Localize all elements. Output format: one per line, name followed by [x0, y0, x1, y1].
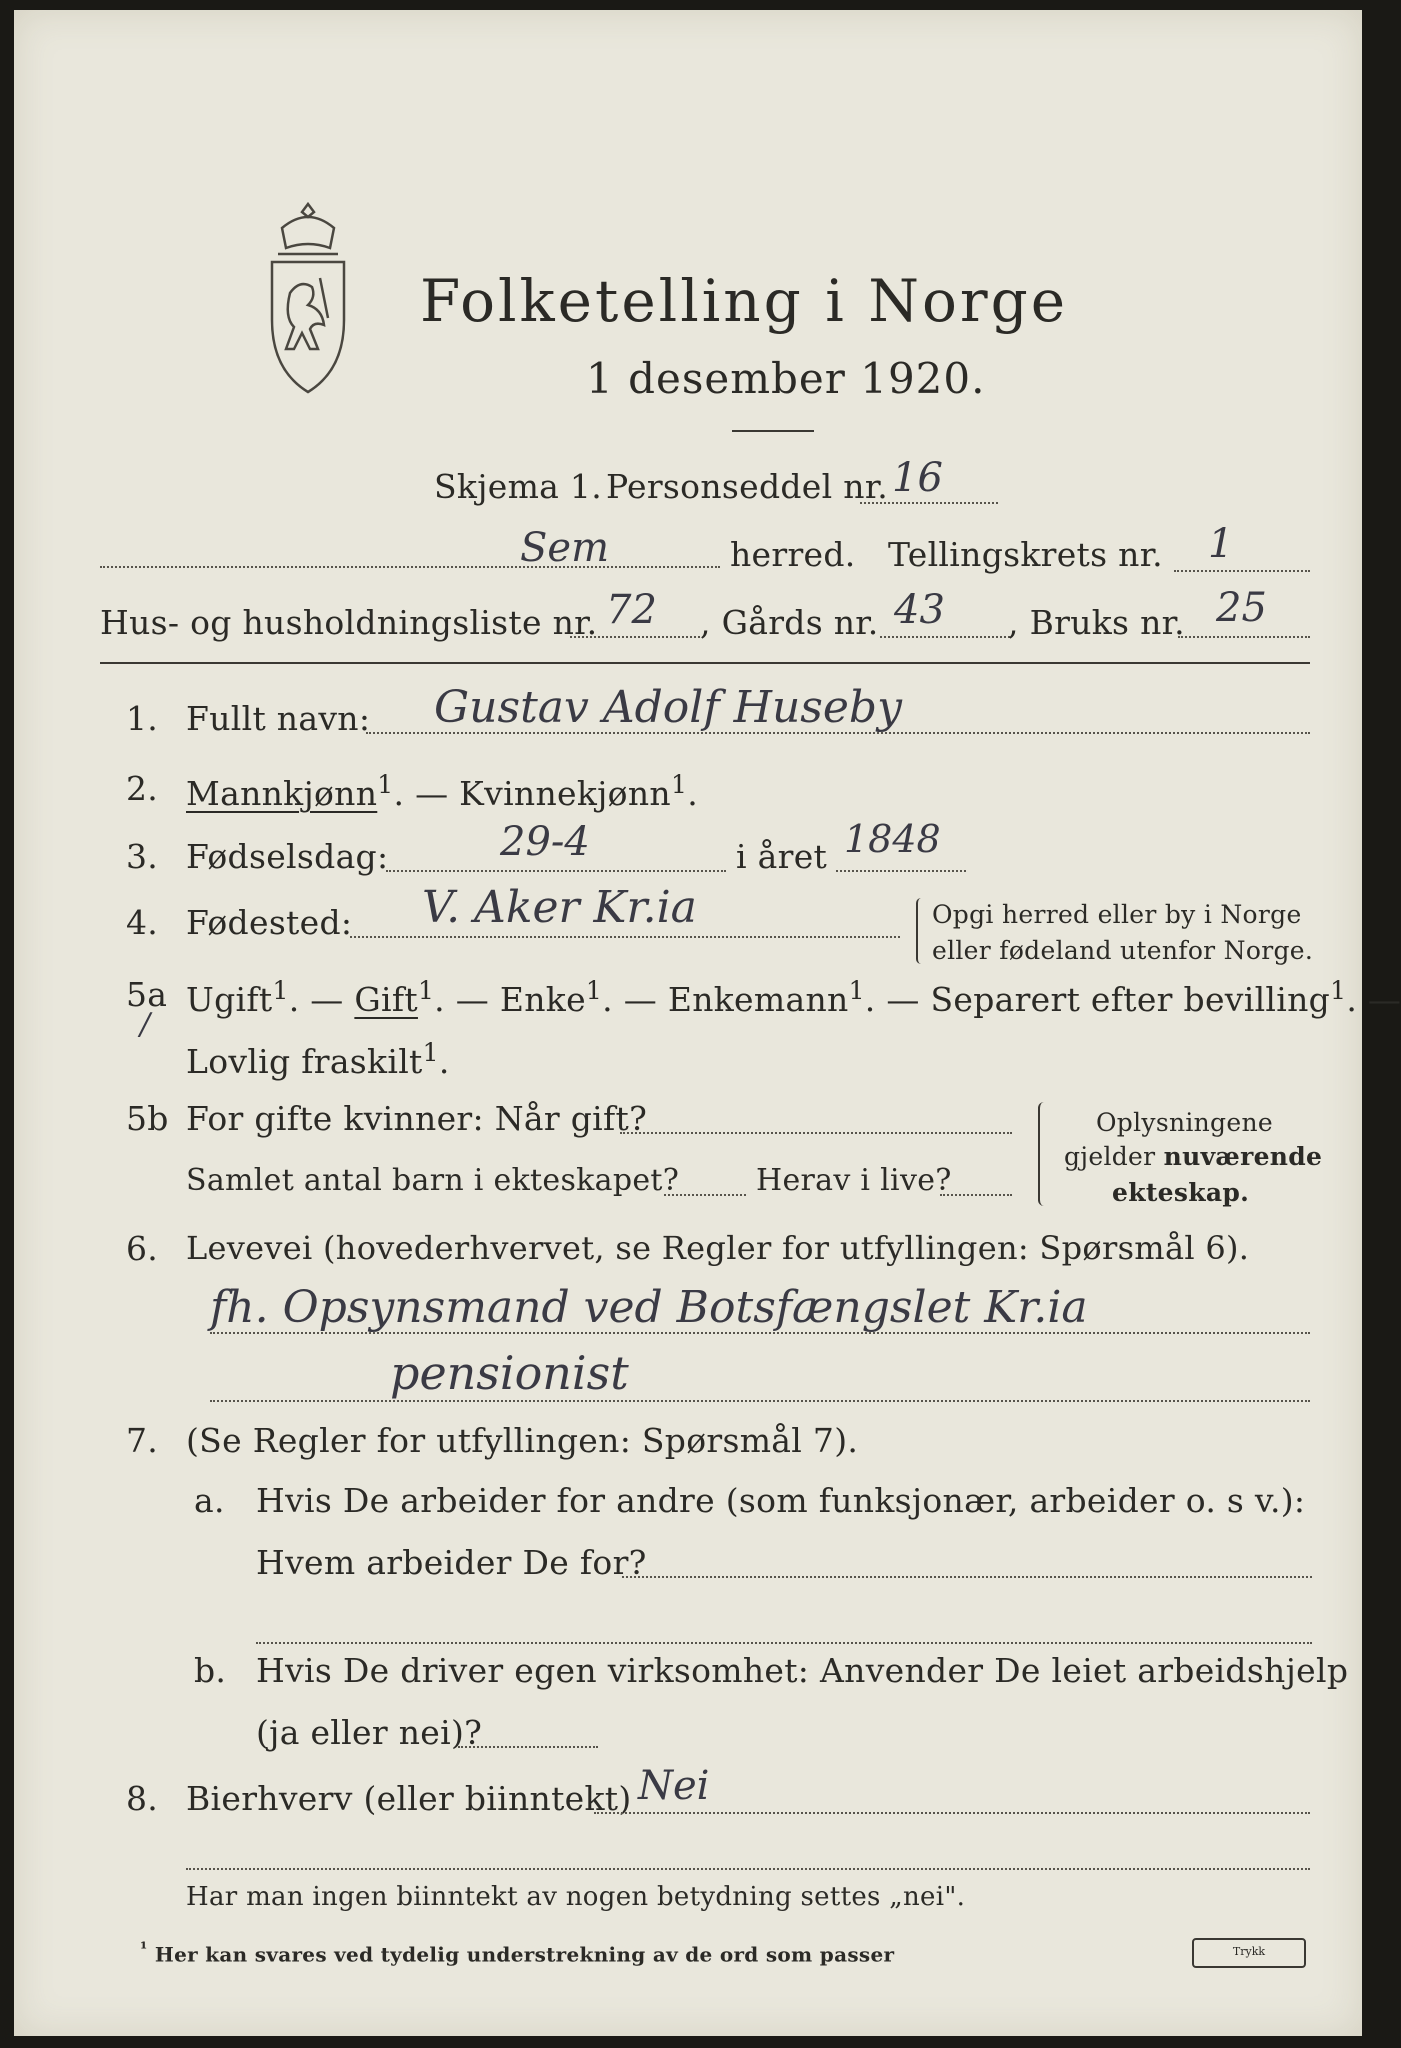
- q2-kvinnekjonn: Kvinnekjønn: [459, 774, 671, 813]
- q6-line-1: [210, 1332, 1310, 1334]
- q5a-enke: Enke: [499, 980, 586, 1019]
- q8-label: Bierhverv (eller biinntekt): [186, 1779, 632, 1818]
- q5a-sup-2: 1: [417, 976, 435, 1005]
- q8-line-1: [594, 1812, 1310, 1814]
- gards-value: 43: [894, 587, 945, 633]
- q3-year-line: [836, 870, 966, 872]
- q5b-note-line3: ekteskap.: [1112, 1178, 1250, 1207]
- q5a-sep-1: . —: [288, 980, 355, 1019]
- q8-value: Nei: [638, 1763, 710, 1809]
- q5a-number: 5a: [126, 975, 168, 1014]
- q2-options: [186, 770, 698, 813]
- q8-line-2: [186, 1868, 1310, 1870]
- q6-number: 6.: [126, 1229, 159, 1268]
- husliste-value: 72: [606, 587, 657, 633]
- q3-number: 3.: [126, 837, 159, 876]
- q5a-options: [186, 976, 1401, 1019]
- q4-line: [350, 936, 900, 938]
- tellingskrets-value: 1: [1208, 521, 1234, 567]
- husliste-line: [570, 636, 700, 638]
- form-title: Folketelling i Norge: [420, 267, 1069, 335]
- q5b-label-children: Samlet antal barn i ekteskapet?: [186, 1163, 680, 1198]
- q7b-number: b.: [194, 1651, 227, 1690]
- husliste-label: Hus- og husholdningsliste nr.: [100, 603, 598, 642]
- personseddel-value: 16: [892, 455, 943, 501]
- q5a-end: . —: [1346, 980, 1401, 1019]
- q5b-number: 5b: [126, 1099, 169, 1138]
- q2-separator: . —: [393, 774, 460, 813]
- q3-value: 29-4: [500, 819, 590, 865]
- q3-year-label: i året: [736, 837, 828, 876]
- title-divider: [732, 430, 814, 432]
- q5a-sup-5: 1: [1330, 976, 1347, 1005]
- gards-line: [880, 636, 1010, 638]
- census-form: [14, 10, 1401, 2036]
- footnote: [140, 1940, 894, 1965]
- q5a-enkemann: Enkemann: [667, 980, 849, 1019]
- q7b-label: Hvis De driver egen virksomhet: Anvender De leiet arbeidshjelp: [256, 1651, 1349, 1690]
- q5a-sep-4: . —: [864, 980, 931, 1019]
- q2-sup-1: 1: [377, 770, 394, 799]
- q2-end: .: [687, 774, 698, 813]
- q5a-gift: Gift: [354, 980, 418, 1019]
- q5b-note-brace: [1038, 1102, 1050, 1206]
- q2-mannkjonn: Mannkjønn: [186, 774, 378, 813]
- q1-value: Gustav Adolf Huseby: [434, 682, 902, 733]
- q5a-sep-2: . —: [434, 980, 500, 1019]
- herred-value: Sem: [520, 525, 610, 571]
- header-divider: [100, 662, 1310, 664]
- q6-line-2: [210, 1400, 1310, 1402]
- q4-number: 4.: [126, 903, 159, 942]
- printer-stamp: [1192, 1938, 1306, 1968]
- herred-line: [100, 566, 720, 568]
- q7a-label: Hvis De arbeider for andre (som funksjonær, arbeider o. s v.):: [256, 1481, 1306, 1520]
- q5a-end2: .: [438, 1042, 450, 1081]
- personseddel-label: Personseddel nr.: [606, 467, 889, 506]
- q8-number: 8.: [126, 1779, 159, 1818]
- bruks-line: [1178, 636, 1310, 638]
- q2-sup-2: 1: [670, 770, 688, 799]
- q5b-children-line: [664, 1194, 746, 1196]
- q5a-sep-3: . —: [602, 980, 668, 1019]
- skjema-label: Skjema 1.: [434, 467, 603, 506]
- q4-label: Fødested:: [186, 903, 353, 942]
- tellingskrets-line: [1174, 570, 1310, 572]
- q4-value: V. Aker Kr.ia: [422, 882, 697, 933]
- printer-stamp-text: Trykk: [1232, 1945, 1266, 1958]
- form-date: 1 desember 1920.: [586, 354, 986, 403]
- q6-label: Levevei (hovederhvervet, se Regler for utfyllingen: Spørsmål 6).: [186, 1229, 1250, 1267]
- q7a-line-2: [256, 1642, 1312, 1644]
- bruks-value: 25: [1216, 585, 1267, 631]
- q5b-alive-line: [940, 1194, 1012, 1196]
- q7b-line: [458, 1746, 598, 1748]
- q4-note-brace: [916, 898, 926, 964]
- q7a-line-1: [622, 1576, 1312, 1578]
- norwegian-coat-of-arms-icon: [260, 198, 356, 398]
- footer-note: Har man ingen biinntekt av nogen betydning settes „nei".: [186, 1882, 966, 1912]
- q1-label: Fullt navn:: [186, 699, 371, 738]
- q7b-question: (ja eller nei)?: [256, 1713, 483, 1752]
- q5a-sup-6: 1: [422, 1038, 439, 1067]
- q5a-sup-3: 1: [585, 976, 603, 1005]
- q5a-fraskilt-line: [186, 1038, 450, 1081]
- q5b-note-current: nuværende: [1163, 1142, 1323, 1171]
- q3-date-line: [386, 870, 726, 872]
- footnote-mark: ¹: [140, 1938, 148, 1958]
- q5a-mark: /: [140, 1007, 151, 1042]
- q5a-separert: Separert efter bevilling: [930, 980, 1331, 1019]
- q2-number: 2.: [126, 769, 159, 808]
- q5a-fraskilt: Lovlig fraskilt: [186, 1042, 423, 1081]
- q7-number: 7.: [126, 1421, 159, 1460]
- q3-year-value: 1848: [844, 817, 941, 861]
- q4-note-line1: Opgi herred eller by i Norge: [932, 900, 1302, 929]
- q5b-label-when: For gifte kvinner: Når gift?: [186, 1099, 648, 1138]
- q5a-ugift: Ugift: [186, 980, 273, 1019]
- q7-label: (Se Regler for utfyllingen: Spørsmål 7).: [186, 1421, 859, 1460]
- q5b-note-line1: Oplysningene: [1096, 1108, 1273, 1137]
- tellingskrets-label: Tellingskrets nr.: [888, 535, 1163, 574]
- q3-label: Fødselsdag:: [186, 837, 389, 876]
- q6-value-line1: fh. Opsynsmand ved Botsfængslet Kr.ia: [210, 1282, 1088, 1333]
- q1-number: 1.: [126, 699, 159, 738]
- q7a-number: a.: [194, 1481, 225, 1520]
- q5a-sup-4: 1: [848, 976, 865, 1005]
- q7a-question: Hvem arbeider De for?: [256, 1543, 647, 1582]
- q5b-when-line: [620, 1132, 1012, 1134]
- q5a-sup-1: 1: [272, 976, 289, 1005]
- gards-label: , Gårds nr.: [700, 603, 879, 642]
- q6-value-line2: pensionist: [390, 1346, 629, 1400]
- personseddel-line: [860, 502, 998, 504]
- q4-note-line2: eller fødeland utenfor Norge.: [932, 936, 1314, 965]
- bruks-label: , Bruks nr.: [1008, 603, 1185, 642]
- herred-label: herred.: [730, 535, 856, 574]
- q5b-note-gjelder: gjelder: [1064, 1142, 1164, 1171]
- footnote-text: Her kan svares ved tydelig understrekning av de ord som passer: [154, 1942, 895, 1967]
- q5b-note-line2: [1064, 1144, 1322, 1169]
- q5b-label-alive: Herav i live?: [756, 1163, 952, 1198]
